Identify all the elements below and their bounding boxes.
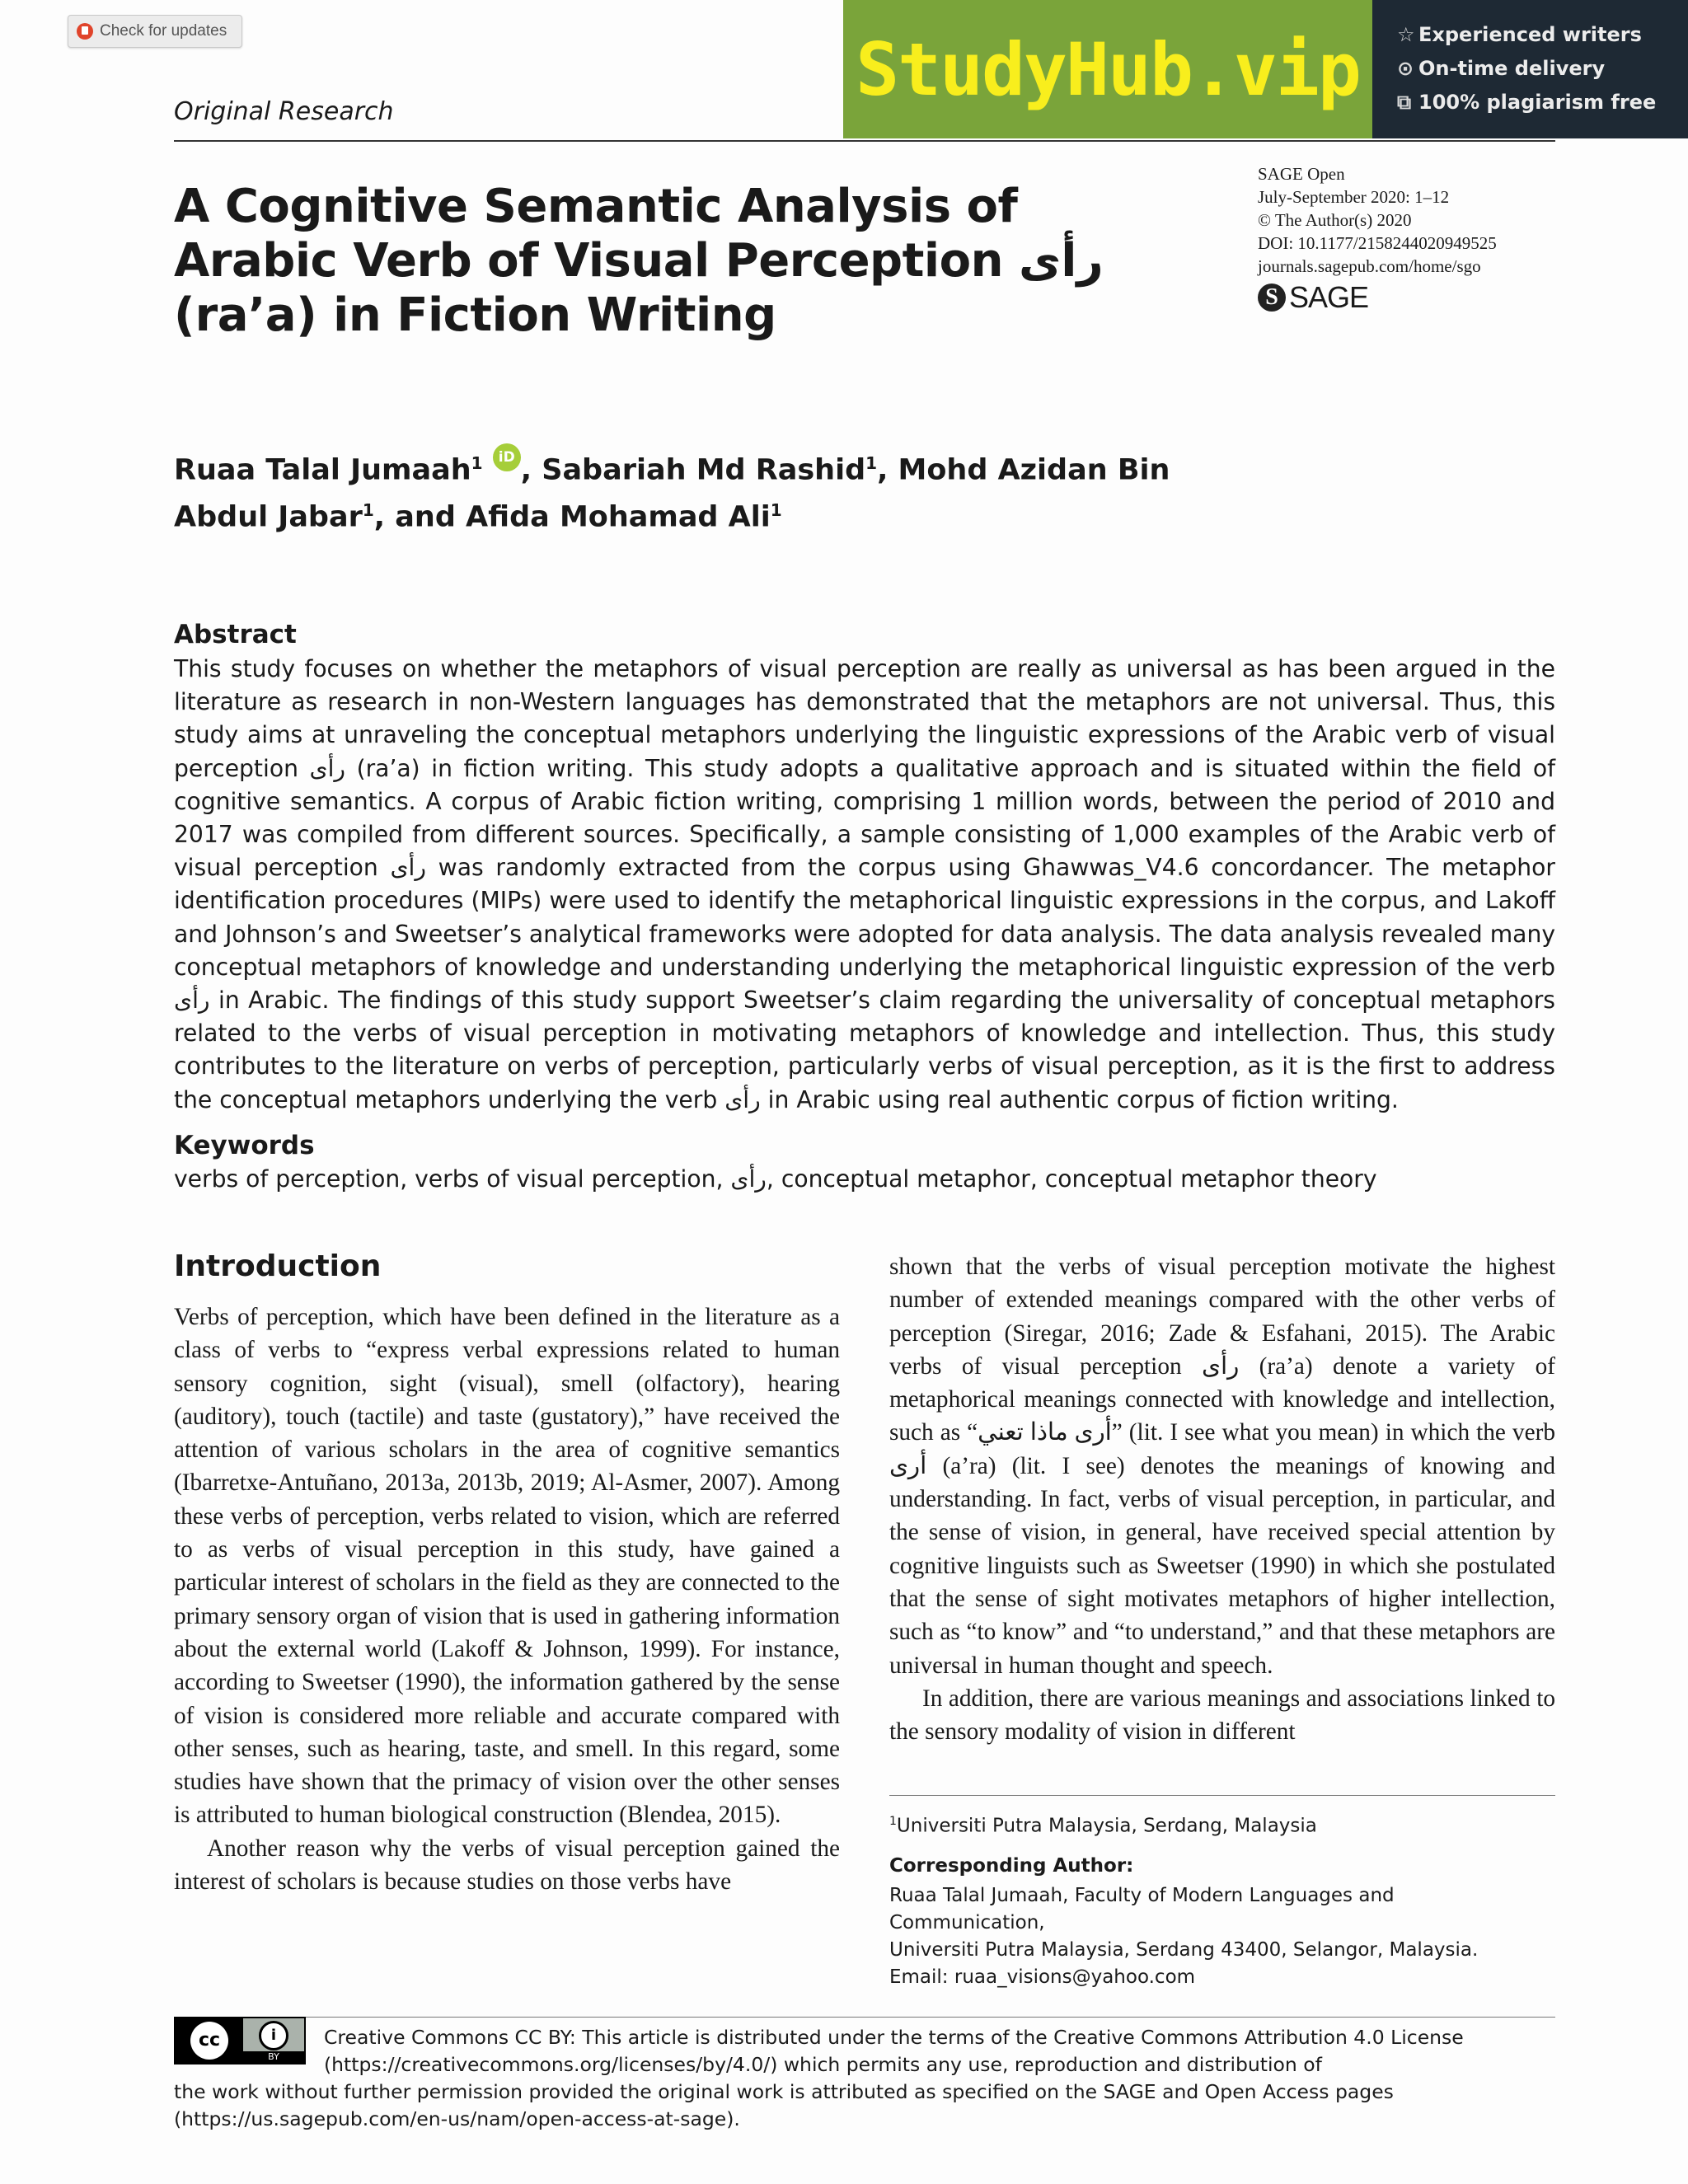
ad-banner[interactable] [843,0,1688,138]
journal-name: SAGE Open [1258,164,1345,184]
corresponding-author-details: Ruaa Talal Jumaah, Faculty of Modern Languages and Communication, Universiti Putra Malaysia, Serdang 43400, Selangor, Malaysia. Email: ruaa_visions@yahoo.com [889,1882,1555,1991]
license-divider [174,2017,1555,2018]
sage-logo [1258,281,1368,314]
check-for-updates-button[interactable] [68,15,242,48]
introduction-heading: Introduction [174,1249,382,1283]
sage-s-icon: S [1258,284,1286,312]
ad-features-panel [1372,0,1688,138]
author-name: Ruaa Talal Jumaah [174,453,471,487]
affiliation: $^1$Universiti Putra Malaysia, Serdang, Malaysia [889,1815,1317,1837]
corresponding-author-heading: Corresponding Author: [889,1855,1134,1877]
author-name: , and Afida Mohamad Ali [373,500,771,534]
introduction-column-left [174,1301,840,1898]
journal-url[interactable]: journals.sagepub.com/home/sgo [1258,256,1481,276]
ad-feature: ⧉ 100% plagiarism free [1397,86,1688,120]
ad-brand: StudyHub.vip [856,26,1360,112]
abstract-text: This study focuses on whether the metaphors of visual perception are really as universal as has been argued in the literature as research in non-Western languages has demonstrated that the metaphors are not universal. Thus, this study aims at unraveling the conceptual metaphors underlying the linguistic expressions of the Arabic verb of visual perception رأى (ra’a) in fiction writing. This study adopts a qualitative approach and is situated within the field of cognitive semantics. A corpus of Arabic fiction writing, comprising 1 million words, between the period of 2010 and 2017 was compiled from different sources. Specifically, a sample consisting of 1,000 examples of the Arabic verb of visual perception رأى was randomly extracted from the corpus using Ghawwas_V4.6 concordancer. The metaphor identification procedures (MIPs) were used to identify the metaphorical linguistic expressions in the corpus, and Lakoff and Johnson’s and Sweetser’s analytical frameworks were adopted for data analysis. The data analysis revealed many conceptual metaphors of knowledge and understanding underlying the metaphorical linguistic expression of the verb رأى in Arabic. The findings of this study support Sweetser’s claim regarding the universality of conceptual metaphors related to the verbs of visual perception in motivating metaphors of knowledge and intellection. Thus, this study contributes to the literature on verbs of perception, particularly verbs of visual perception, as it is the first to address the conceptual metaphors underlying the verb رأى in Arabic using real authentic corpus of fiction writing. [174,655,1555,1113]
paragraph: Verbs of perception, which have been defined in the literature as a class of verbs to “express verbal expressions related to human sensory cognition, sight (visual), smell (olfactory), hearing (auditory), touch (tactile) and taste (gustatory),” have received the attention of various scholars in the area of cognitive semantics (Ibarretxe-Antuñano, 2013a, 2013b, 2019; Al-Asmer, 2007). Among these verbs of perception, verbs related to vision, which are referred to as verbs of visual perception in this study, have gained a particular interest of scholars in the field as they are connected to the primary sensory organ of vision that is used in gathering information about the external world (Lakoff & Johnson, 1999). For instance, according to Sweetser (1990), the information gathered by the sense of vision is considered more reliable and accurate compared with other senses, such as hearing, taste, and smell. In this regard, some studies have shown that the primacy of vision over the other senses is attributed to human biological construction (Blendea, 2015). [174,1304,840,1829]
crossmark-icon [77,23,93,40]
copy-icon: ⧉ [1397,91,1412,114]
article-title: A Cognitive Semantic Analysis of Arabic Verb of Visual Perception رأى (ra’a) in Fiction Writing [174,180,1104,342]
author-name: , Mohd Azidan Bin Abdul Jabar [174,453,1170,534]
clock-icon: ⊙ [1397,57,1414,80]
attribution-icon: i [259,2021,288,2050]
by-label: BY [243,2051,304,2063]
check-for-updates-label: Check for updates [100,22,227,40]
paragraph: shown that the verbs of visual perception motivate the highest number of extended meanings compared with the other verbs of perception (Siregar, 2016; Zade & Esfahani, 2015). The Arabic verbs of visual perception رأى (ra’a) denote a variety of metaphorical meanings connected with knowledge and intellection, such as “أرى ماذا تعني” (lit. I see what you mean) in which the verb أرى (a’ra) (lit. I see) denotes the meanings of knowing and understanding. In fact, verbs of visual perception, in particular, and the sense of vision, in general, have received special attention by cognitive linguists such as Sweetser (1990) in which she postulated that the sense of sight motivates metaphors of higher intellection, such as “to know” and “to understand,” and that these metaphors are universal in human thought and speech. [889,1254,1556,1679]
introduction-column-right [889,1250,1555,1748]
creative-commons-icon: cc [190,2022,228,2060]
journal-info [1258,162,1497,278]
header-divider [174,140,1555,142]
corresponding-email[interactable]: Email: ruaa_visions@yahoo.com [889,1966,1196,1988]
license-text: Creative Commons CC BY: This article is distributed under the terms of the Creative Commons Attribution 4.0 License (https://creativecommons.org/licenses/by/4.0/) which permits any use, reproduction and distribution of the work without further permission provided the original work is attributed as specified on the SAGE and Open Access pages (https://us.sagepub.com/en-us/nam/open-access-at-sage). [174,2026,1464,2130]
author-name: , Sabariah Md Rashid [520,453,866,487]
paragraph: In addition, there are various meanings and associations linked to the sensory modality of vision in different [889,1685,1555,1746]
journal-copyright: © The Author(s) 2020 [1258,210,1412,230]
sage-wordmark: SAGE [1289,280,1369,314]
ad-brand-panel [843,0,1372,138]
journal-issue: July-September 2020: 1–12 [1258,187,1450,207]
author-list: Ruaa Talal Jumaah$^1$ iD , Sabariah Md Rashid$^1$, Mohd Azidan Bin Abdul Jabar$^1$, and Afida Mohamad Ali$^1$ [174,443,1196,537]
ad-feature: ☆ Experienced writers [1397,18,1688,52]
star-icon: ☆ [1397,23,1415,46]
orcid-icon[interactable]: iD [493,443,521,471]
ad-feature: ⊙ On-time delivery [1397,52,1688,86]
keywords-heading: Keywords [174,1131,315,1160]
keywords-text: verbs of perception, verbs of visual perception, رأى, conceptual metaphor, conceptual metaphor theory [174,1165,1377,1193]
section-label: Original Research [174,97,394,126]
paragraph: Another reason why the verbs of visual perception gained the interest of scholars is because studies on those verbs have [174,1835,840,1896]
footnote-divider [889,1795,1555,1796]
journal-doi[interactable]: DOI: 10.1177/2158244020949525 [1258,233,1497,253]
abstract-heading: Abstract [174,620,297,649]
